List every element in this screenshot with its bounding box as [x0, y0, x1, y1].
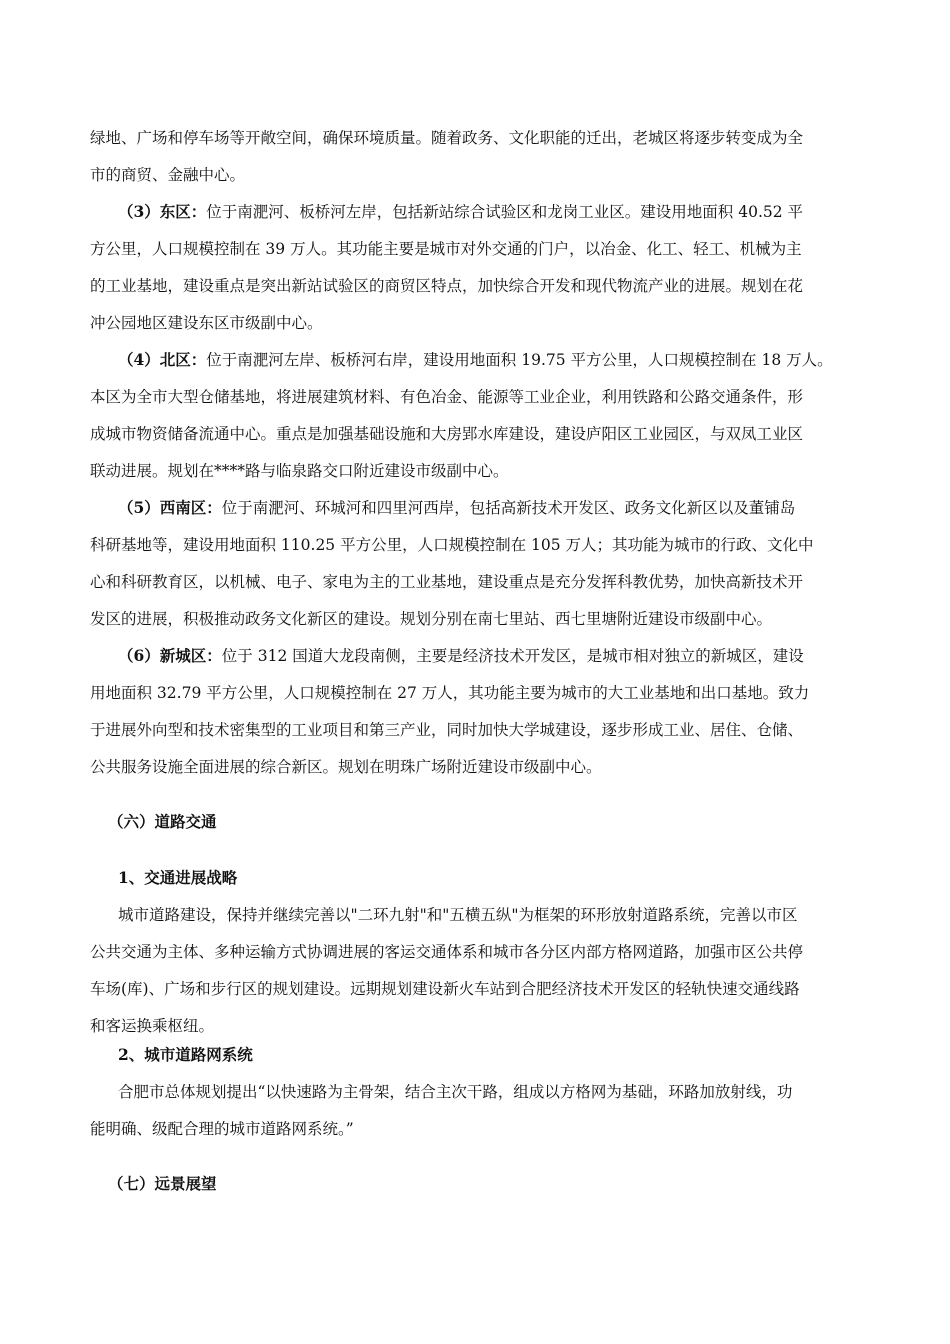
zone-southwest-paragraph: [118, 498, 795, 518]
zone-label: （4）北区：: [118, 350, 207, 369]
subsection-heading-road-network: 2、城市道路网系统: [118, 1045, 253, 1064]
paragraph-line: 心和科研教育区，以机械、电子、家电为主的工业基地，建设重点是充分发挥科教优势，加快高新技术开: [90, 573, 804, 591]
paragraph-line: 科研基地等，建设用地面积 110.25 平方公里，人口规模控制在 105 万人；其功能为城市的行政、文化中: [90, 536, 814, 554]
paragraph-line: 合肥市总体规划提出“以快速路为主骨架，结合主次干路，组成以方格网为基础，环路加放射线，功: [118, 1083, 793, 1101]
subsection-heading-strategy: 1、交通进展战略: [118, 868, 238, 887]
paragraph-line: 于进展外向型和技术密集型的工业项目和第三产业，同时加快大学城建设，逐步形成工业、居住、仓储、: [90, 721, 804, 739]
paragraph-line: 公共服务设施全面进展的综合新区。规划在明珠广场附近建设市级副中心。: [90, 758, 602, 776]
paragraph-line: 车场(库)、广场和步行区的规划建设。远期规划建设新火车站到合肥经济技术开发区的轻轨快速交通线路: [90, 980, 800, 998]
section-heading-road-traffic: （六）道路交通: [108, 812, 217, 831]
zone-label: （3）东区：: [118, 202, 207, 221]
paragraph-line: 能明确、级配合理的城市道路网系统。”: [90, 1120, 354, 1138]
zone-text: 位于 312 国道大龙段南侧，主要是经济技术开发区，是城市相对独立的新城区，建设: [221, 647, 804, 665]
paragraph-line: 成城市物资储备流通中心。重点是加强基础设施和大房郢水库建设，建设庐阳区工业园区，与双凤工业区: [90, 425, 804, 443]
paragraph-line: 的工业基地，建设重点是突出新站试验区的商贸区特点，加快综合开发和现代物流产业的进展。规划在花: [90, 277, 804, 295]
zone-text: 位于南淝河、板桥河左岸，包括新站综合试验区和龙岗工业区。建设用地面积 40.52 平: [206, 203, 804, 221]
paragraph-line: 和客运换乘枢纽。: [90, 1017, 215, 1035]
zone-label: （6）新城区：: [118, 646, 222, 665]
paragraph-line: 本区为全市大型仓储基地，将进展建筑材料、有色冶金、能源等工业企业，利用铁路和公路交通条件，形: [90, 388, 804, 406]
paragraph-line: 绿地、广场和停车场等开敞空间，确保环境质量。随着政务、文化职能的迁出，老城区将逐步转变成为全: [90, 129, 804, 147]
zone-text: 位于南淝河、环城河和四里河西岸，包括高新技术开发区、政务文化新区以及董铺岛: [221, 499, 796, 517]
paragraph-line: 冲公园地区建设东区市级副中心。: [90, 314, 323, 332]
zone-east-paragraph: [118, 202, 803, 222]
zone-label: （5）西南区：: [118, 498, 222, 517]
paragraph-line: 方公里，人口规模控制在 39 万人。其功能主要是城市对外交通的门户，以冶金、化工、轻工、机械为主: [90, 240, 802, 258]
paragraph-line: 城市道路建设，保持并继续完善以"二环九射"和"五横五纵"为框架的环形放射道路系统，完善以市区: [118, 906, 798, 924]
paragraph-line: 用地面积 32.79 平方公里，人口规模控制在 27 万人，其功能主要为城市的大工业基地和出口基地。致力: [90, 684, 810, 702]
zone-north-paragraph: [118, 350, 833, 370]
zone-newcity-paragraph: [118, 646, 804, 666]
section-heading-outlook: （七）远景展望: [108, 1174, 217, 1193]
zone-text: 位于南淝河左岸、板桥河右岸，建设用地面积 19.75 平方公里，人口规模控制在 18 万人。: [206, 351, 833, 369]
paragraph-line: 公共交通为主体、多种运输方式协调进展的客运交通体系和城市各分区内部方格网道路，加强市区公共停: [90, 943, 804, 961]
paragraph-line: 联动进展。规划在****路与临泉路交口附近建设市级副中心。: [90, 462, 509, 480]
paragraph-line: 发区的进展，积极推动政务文化新区的建设。规划分别在南七里站、西七里塘附近建设市级副中心。: [90, 610, 773, 628]
paragraph-line: 市的商贸、金融中心。: [90, 166, 246, 184]
